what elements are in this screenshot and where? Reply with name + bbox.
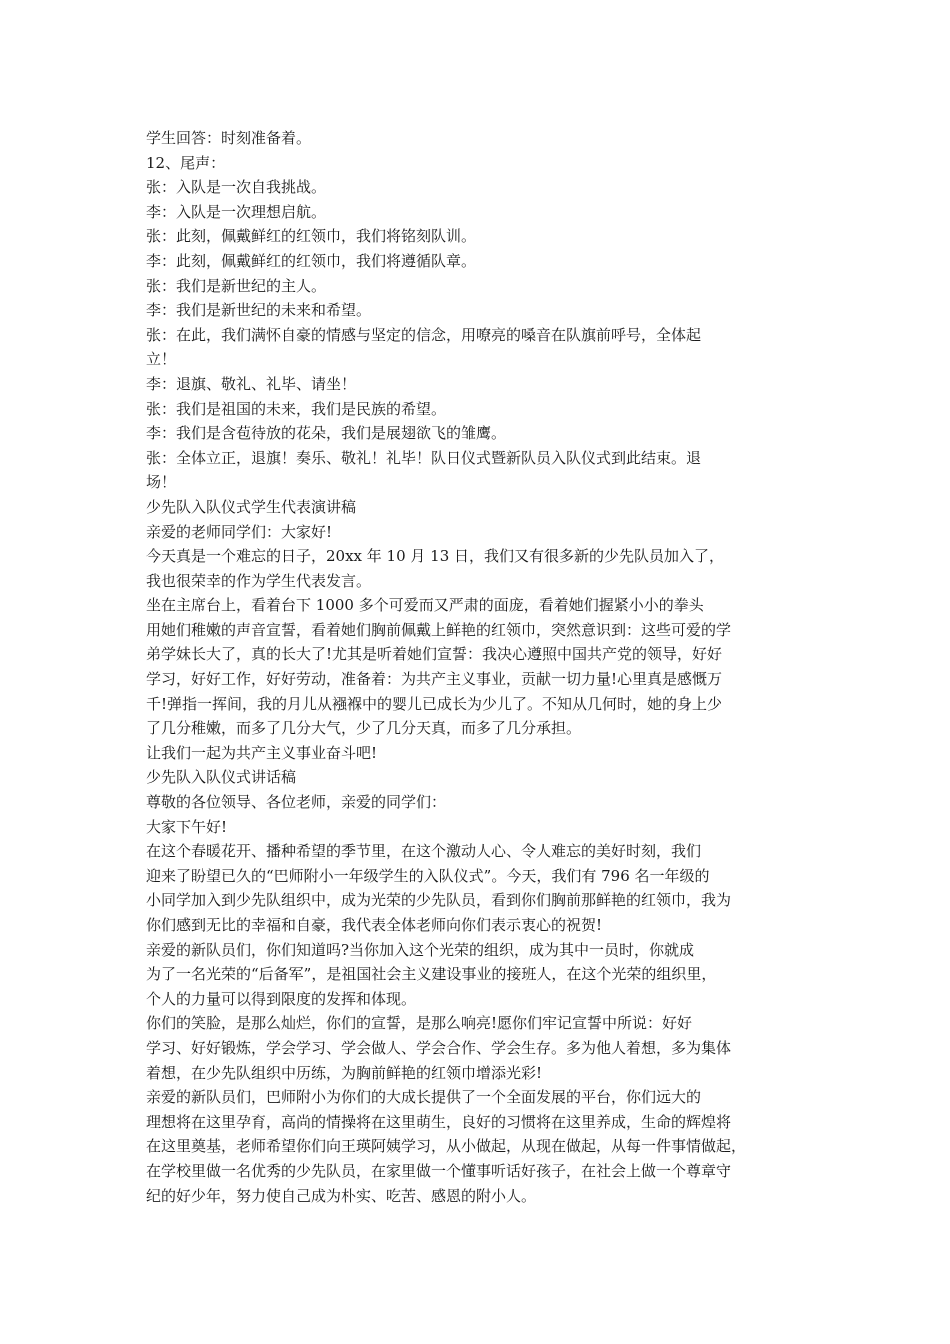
- text-line: 李：退旗、敬礼、礼毕、请坐！: [146, 374, 357, 393]
- section-title: 少先队入队仪式讲话稿: [146, 768, 297, 787]
- text-line: 迎来了盼望已久的“巴师附小一年级学生的入队仪式”。今天，我们有 796 名一年级的: [146, 866, 710, 885]
- text-line: 在学校里做一名优秀的少先队员，在家里做一个懂事听话好孩子，在社会上做一个尊章守: [146, 1161, 732, 1180]
- text-line: 千!弹指一挥间，我的月儿从襁褓中的婴儿已成长为少儿了。不知从几何时，她的身上少: [146, 694, 723, 713]
- section-heading: 12、尾声：: [146, 153, 226, 172]
- text-line: 让我们一起为共产主义事业奋斗吧!: [146, 743, 378, 762]
- section-title: 少先队入队仪式学生代表演讲稿: [146, 497, 357, 516]
- text-line: 了几分稚嫩，而多了几分大气，少了几分天真，而多了几分承担。: [146, 719, 582, 738]
- text-line: 学习，好好工作，好好劳动，准备着：为共产主义事业，贡献一切力量!心里真是感慨万: [146, 670, 723, 689]
- text-line: 学习、好好锻炼，学会学习、学会做人、学会合作、学会生存。多为他人着想，多为集体: [146, 1038, 732, 1057]
- text-line: 大家下午好!: [146, 817, 228, 836]
- text-line: 李：此刻，佩戴鲜红的红领巾，我们将遵循队章。: [146, 251, 477, 270]
- text-line: 亲爱的新队员们，巴师附小为你们的大成长提供了一个全面发展的平台，你们远大的: [146, 1088, 702, 1107]
- text-line: 为了一名光荣的“后备军”，是祖国社会主义建设事业的接班人，在这个光荣的组织里，: [146, 965, 717, 984]
- text-line: 张：在此，我们满怀自豪的情感与坚定的信念，用嘹亮的嗓音在队旗前呼号，全体起: [146, 325, 702, 344]
- text-line: 纪的好少年，努力使自己成为朴实、吃苦、感恩的附小人。: [146, 1186, 537, 1205]
- text-line: 张：全体立正，退旗！奏乐、敬礼！礼毕！队日仪式暨新队员入队仪式到此结束。退: [146, 448, 702, 467]
- text-line: 张：此刻，佩戴鲜红的红领巾，我们将铭刻队训。: [146, 227, 477, 246]
- text-line: 张：入队是一次自我挑战。: [146, 178, 327, 197]
- text-line: 亲爱的老师同学们：大家好!: [146, 522, 333, 541]
- text-line: 学生回答：时刻准备着。: [146, 129, 312, 147]
- text-line: 着想，在少先队组织中历练，为胸前鲜艳的红领巾增添光彩!: [146, 1063, 543, 1082]
- text-line: 坐在主席台上，看着台下 1000 多个可爱而又严肃的面庞，看着她们握紧小小的拳头: [146, 596, 704, 615]
- document-body: [146, 126, 816, 1208]
- text-line: 你们感到无比的幸福和自豪，我代表全体老师向你们表示衷心的祝贺!: [146, 916, 603, 934]
- text-line: 张：我们是祖国的未来，我们是民族的希望。: [146, 399, 447, 418]
- text-line: 你们的笑脸，是那么灿烂，你们的宣誓，是那么响亮!愿你们牢记宣誓中所说：好好: [146, 1014, 693, 1033]
- text-line: 立！: [146, 350, 177, 369]
- text-line: 李：我们是新世纪的未来和希望。: [146, 301, 372, 320]
- text-line: 李：入队是一次理想启航。: [146, 202, 327, 221]
- text-line: 李：我们是含苞待放的花朵，我们是展翅欲飞的雏鹰。: [146, 424, 507, 443]
- text-line: 场！: [146, 473, 177, 492]
- text-line: 尊敬的各位领导、各位老师，亲爱的同学们：: [146, 793, 447, 812]
- text-line: 我也很荣幸的作为学生代表发言。: [146, 571, 372, 590]
- text-line: 个人的力量可以得到限度的发挥和体现。: [146, 989, 417, 1008]
- text-line: 在这个春暖花开、播种希望的季节里，在这个激动人心、令人难忘的美好时刻，我们: [146, 842, 702, 861]
- text-line: 今天真是一个难忘的日子，20xx 年 10 月 13 日，我们又有很多新的少先队员加入了，: [146, 547, 725, 566]
- text-line: 小同学加入到少先队组织中，成为光荣的少先队员，看到你们胸前那鲜艳的红领巾，我为: [146, 891, 732, 910]
- text-line: 弟学妹长大了，真的长大了!尤其是听着她们宣誓：我决心遵照中国共产党的领导，好好: [146, 645, 723, 664]
- text-line: 理想将在这里孕育，高尚的情操将在这里萌生，良好的习惯将在这里养成，生命的辉煌将: [146, 1112, 732, 1131]
- text-line: 亲爱的新队员们，你们知道吗?当你加入这个光荣的组织，成为其中一员时，你就成: [146, 940, 695, 959]
- text-line: 在这里奠基，老师希望你们向王瑛阿姨学习，从小做起，从现在做起，从每一件事情做起，: [146, 1137, 747, 1156]
- text-line: 用她们稚嫩的声音宣誓，看着她们胸前佩戴上鲜艳的红领巾，突然意识到：这些可爱的学: [146, 620, 732, 639]
- text-line: 张：我们是新世纪的主人。: [146, 276, 327, 295]
